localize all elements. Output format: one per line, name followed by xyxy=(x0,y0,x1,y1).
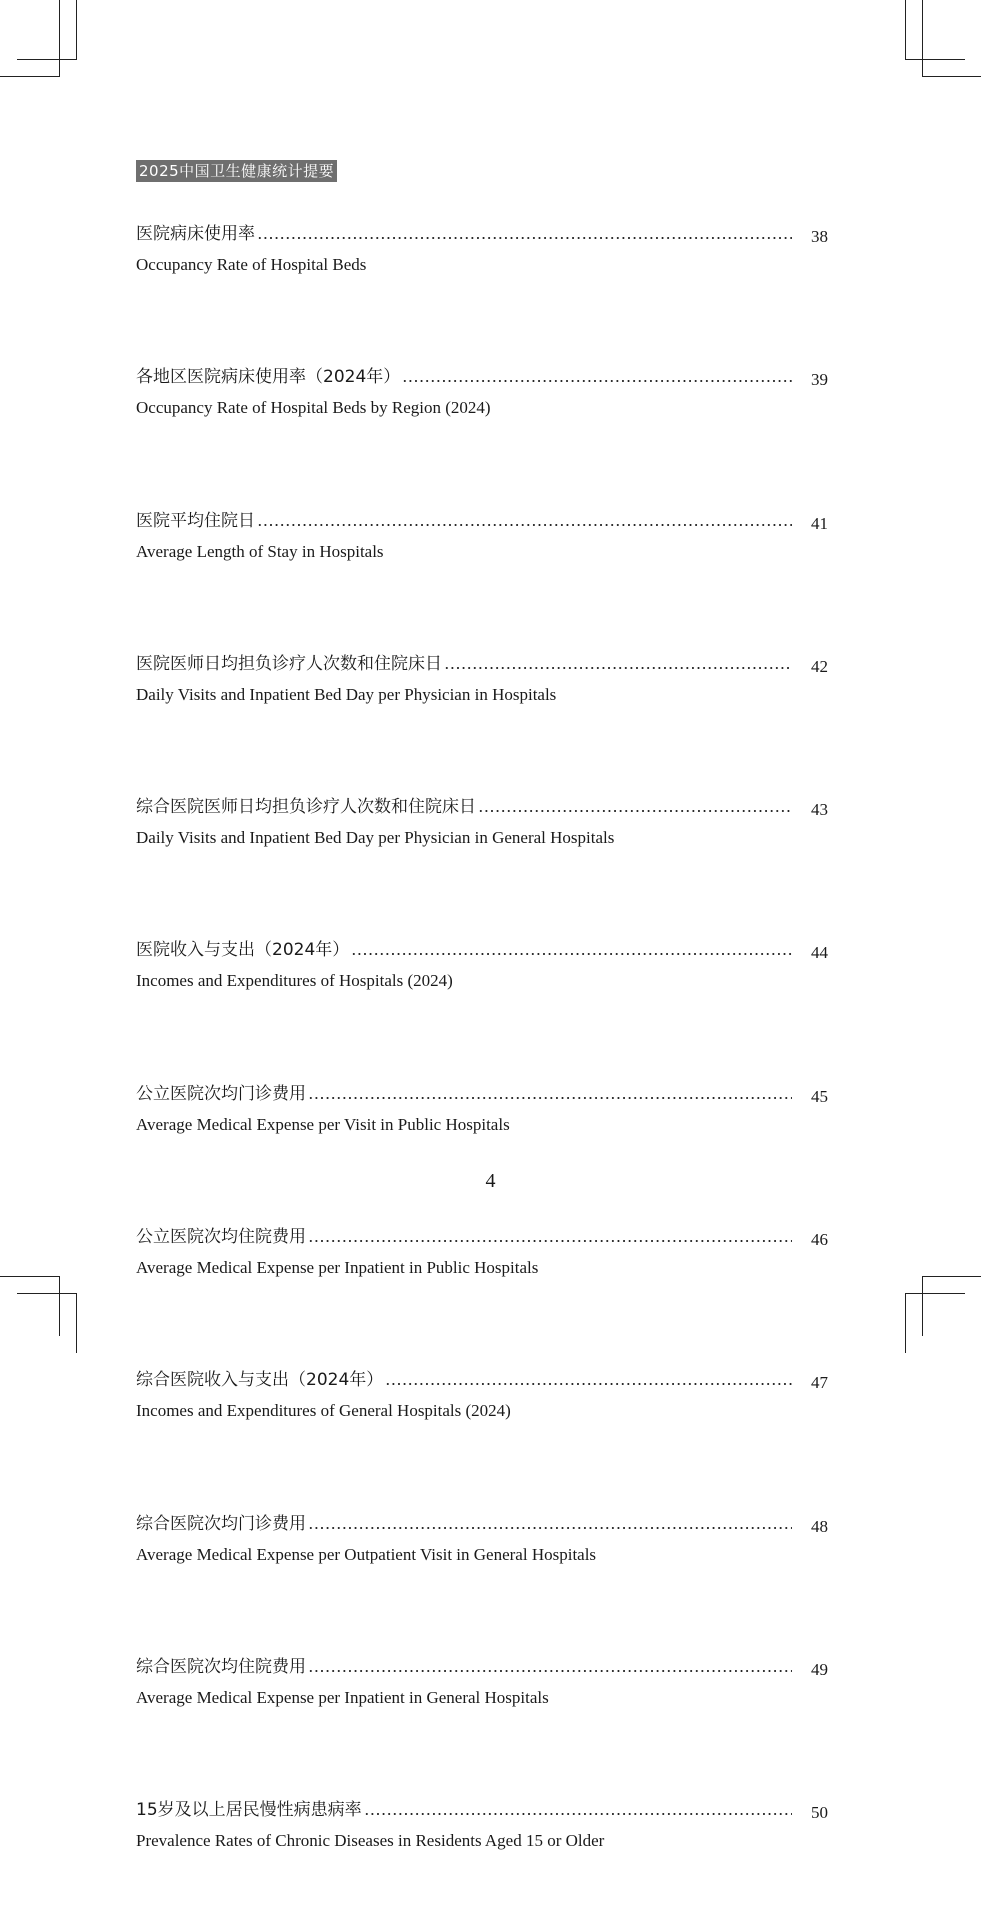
crop-mark-bottom-right xyxy=(905,1293,906,1353)
dot-leader xyxy=(402,365,792,389)
toc-chinese-title: 15岁及以上居民慢性病患病率 xyxy=(136,1800,362,1821)
toc-english-title: Incomes and Expenditures of Hospitals (2024) xyxy=(136,971,453,991)
toc-page-number: 43 xyxy=(811,800,828,820)
toc-link[interactable] xyxy=(136,497,828,533)
toc-chinese-title: 综合医院医师日均担负诊疗人次数和住院床日 xyxy=(136,797,476,818)
toc-page-number: 44 xyxy=(811,943,828,963)
crop-mark-bottom-right xyxy=(905,1293,965,1294)
toc-page-number: 46 xyxy=(811,1230,828,1250)
toc-english-title: Incomes and Expenditures of General Hospitals (2024) xyxy=(136,1401,511,1421)
crop-mark-bottom-right xyxy=(922,1276,923,1336)
toc-english-title: Average Medical Expense per Inpatient in General Hospitals xyxy=(136,1687,549,1707)
toc-chinese-title: 医院病床使用率 xyxy=(136,224,255,244)
toc-english-title: Average Medical Expense per Inpatient in Public Hospitals xyxy=(136,1258,539,1278)
toc-link[interactable] xyxy=(136,1356,828,1392)
toc-link[interactable] xyxy=(136,1070,828,1106)
dot-leader xyxy=(385,1368,792,1392)
toc-english-title: Daily Visits and Inpatient Bed Day per Physician in Hospitals xyxy=(136,684,557,704)
toc-link[interactable] xyxy=(136,1643,828,1679)
dot-leader xyxy=(444,652,792,676)
toc-page-number: 39 xyxy=(811,370,828,390)
toc-link[interactable] xyxy=(136,783,828,819)
toc-page-number: 38 xyxy=(811,227,828,246)
toc-english-title: Daily Visits and Inpatient Bed Day per Physician in General Hospitals xyxy=(136,828,615,848)
toc-link[interactable] xyxy=(136,1500,828,1536)
toc-link[interactable] xyxy=(136,926,828,962)
toc-english-title: Average Medical Expense per Visit in Public Hospitals xyxy=(136,1114,510,1134)
crop-mark-bottom-left xyxy=(17,1293,77,1294)
toc-chinese-title: 医院平均住院日 xyxy=(136,510,255,531)
toc-entry xyxy=(136,926,828,1069)
crop-mark-top-left xyxy=(17,59,77,60)
toc-chinese-title: 公立医院次均住院费用 xyxy=(136,1227,306,1248)
dot-leader xyxy=(351,938,792,962)
toc-chinese-title: 公立医院次均门诊费用 xyxy=(136,1083,306,1104)
toc-entry xyxy=(136,1500,828,1643)
dot-leader xyxy=(364,1798,792,1822)
crop-mark-top-left xyxy=(59,0,60,76)
toc-page-number: 48 xyxy=(811,1516,828,1536)
toc-chinese-title: 医院收入与支出（2024年） xyxy=(136,940,350,961)
table-of-contents xyxy=(136,210,828,1930)
dot-leader xyxy=(308,1512,792,1536)
toc-entry xyxy=(136,1643,828,1786)
dot-leader xyxy=(257,222,792,246)
dot-leader xyxy=(257,509,792,533)
toc-page-number: 47 xyxy=(811,1373,828,1393)
toc-english-title: Average Medical Expense per Outpatient Visit in General Hospitals xyxy=(136,1544,597,1564)
page-number: 4 xyxy=(485,1170,496,1192)
toc-entry xyxy=(136,1786,828,1929)
crop-mark-top-left xyxy=(76,0,77,60)
toc-chinese-title: 综合医院次均住院费用 xyxy=(136,1656,306,1677)
toc-english-title: Occupancy Rate of Hospital Beds xyxy=(136,255,367,274)
toc-link[interactable] xyxy=(136,353,828,389)
toc-link[interactable] xyxy=(136,640,828,676)
crop-mark-top-right xyxy=(922,76,981,77)
toc-link[interactable] xyxy=(136,1786,828,1822)
toc-entry xyxy=(136,640,828,783)
toc-entry xyxy=(136,497,828,640)
dot-leader xyxy=(308,1655,792,1679)
toc-english-title: Average Length of Stay in Hospitals xyxy=(136,541,384,561)
crop-mark-top-left xyxy=(0,76,60,77)
dot-leader xyxy=(478,795,792,819)
toc-chinese-title: 综合医院收入与支出（2024年） xyxy=(136,1370,384,1391)
toc-entry xyxy=(136,353,828,496)
running-header: 2025中国卫生健康统计提要 xyxy=(136,160,337,182)
toc-entry xyxy=(136,783,828,926)
toc-chinese-title: 各地区医院病床使用率（2024年） xyxy=(136,367,401,388)
toc-page-number: 42 xyxy=(811,656,828,676)
toc-link[interactable] xyxy=(136,1213,828,1249)
dot-leader xyxy=(308,1225,792,1249)
toc-page-number: 41 xyxy=(811,513,828,533)
toc-page-number: 45 xyxy=(811,1086,828,1106)
crop-mark-bottom-right xyxy=(922,1276,981,1277)
toc-page-number: 50 xyxy=(811,1803,828,1823)
crop-mark-bottom-left xyxy=(0,1276,60,1277)
toc-chinese-title: 综合医院次均门诊费用 xyxy=(136,1513,306,1534)
toc-page-number: 49 xyxy=(811,1659,828,1679)
crop-mark-bottom-left xyxy=(59,1276,60,1336)
toc-entry xyxy=(136,1356,828,1499)
dot-leader xyxy=(308,1082,792,1106)
toc-entry xyxy=(136,210,828,353)
crop-mark-bottom-left xyxy=(76,1293,77,1353)
crop-mark-top-right xyxy=(905,59,965,60)
crop-mark-top-right xyxy=(905,0,906,60)
toc-link[interactable] xyxy=(136,210,828,246)
toc-entry xyxy=(136,1213,828,1356)
toc-english-title: Prevalence Rates of Chronic Diseases in Residents Aged 15 or Older xyxy=(136,1831,605,1851)
toc-english-title: Occupancy Rate of Hospital Beds by Region (2024) xyxy=(136,398,491,418)
crop-mark-top-right xyxy=(922,0,923,76)
toc-chinese-title: 医院医师日均担负诊疗人次数和住院床日 xyxy=(136,653,442,674)
